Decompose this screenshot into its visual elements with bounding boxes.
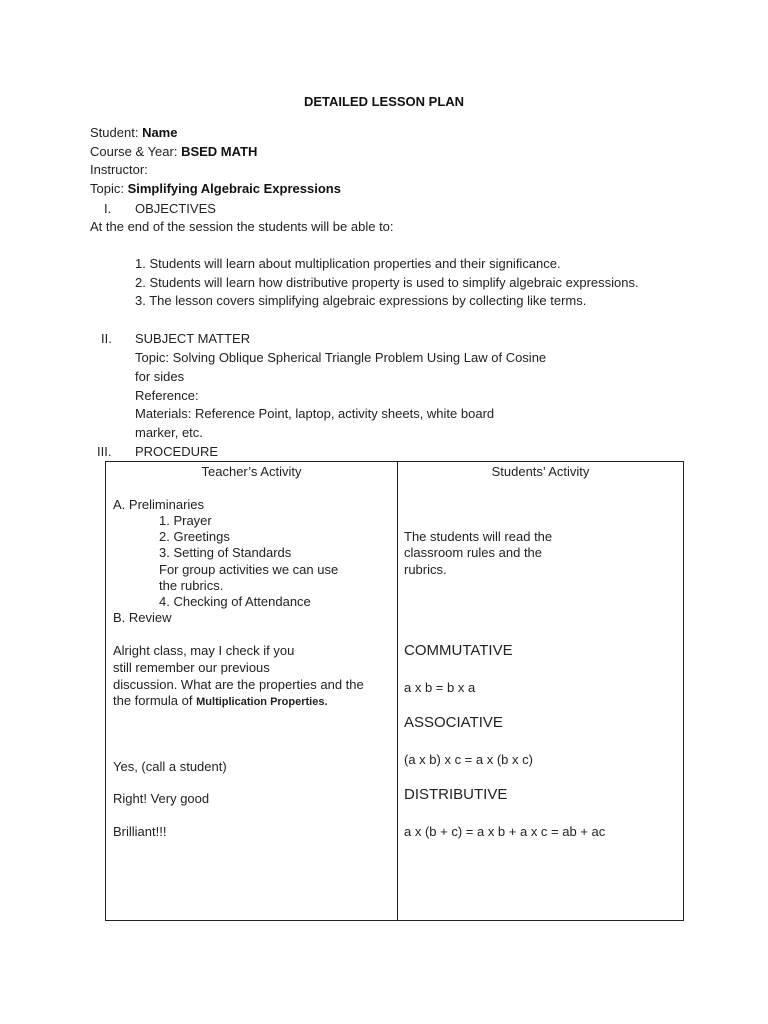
topic-label: Topic:: [90, 181, 124, 196]
procedure-heading: PROCEDURE: [135, 444, 219, 459]
preliminaries-heading: A. Preliminaries: [113, 497, 205, 512]
topic-line: [90, 181, 341, 197]
attendance-item: 4. Checking of Attendance: [159, 594, 311, 609]
student-line: [90, 125, 177, 141]
teacher-question-prefix: the formula of: [113, 693, 193, 708]
student-response-cont: classroom rules and the: [404, 545, 543, 560]
student-label: Student:: [90, 125, 139, 140]
teacher-activity-header: Teacher’s Activity: [201, 464, 302, 479]
associative-formula: (a x b) x c = a x (b x c): [404, 752, 533, 767]
teacher-call-student: Yes, (call a student): [113, 759, 227, 774]
rubrics-text: For group activities we can use: [159, 562, 339, 577]
student-value: Name: [142, 125, 178, 140]
subject-matter-heading: SUBJECT MATTER: [135, 331, 251, 346]
objective-item: 2. Students will learn how distributive property is used to simplify algebraic expressions.: [135, 275, 639, 290]
objective-item: 3. The lesson covers simplifying algebraic expressions by collecting like terms.: [135, 293, 587, 308]
distributive-formula: a x (b + c) = a x b + a x c = ab + ac: [404, 824, 606, 839]
teacher-question-cont: discussion. What are the properties and the: [113, 677, 364, 692]
teacher-question-end: [113, 693, 328, 710]
course-line: [90, 144, 257, 160]
topic-value: Simplifying Algebraic Expressions: [127, 181, 341, 196]
teacher-question: Alright class, may I check if you: [113, 643, 295, 658]
objectives-numeral: I.: [104, 201, 112, 216]
instructor-label: Instructor:: [90, 162, 148, 177]
review-heading: B. Review: [113, 610, 172, 625]
prayer-item: 1. Prayer: [159, 513, 212, 528]
standards-item: 3. Setting of Standards: [159, 545, 292, 560]
subject-materials: Materials: Reference Point, laptop, activity sheets, white board: [135, 406, 495, 421]
greetings-item: 2. Greetings: [159, 529, 230, 544]
student-response-cont: rubrics.: [404, 562, 447, 577]
page-title: DETAILED LESSON PLAN: [303, 94, 465, 109]
rubrics-text-cont: the rubrics.: [159, 578, 224, 593]
procedure-numeral: III.: [97, 444, 112, 459]
subject-materials-cont: marker, etc.: [135, 425, 203, 440]
column-divider: [397, 462, 398, 920]
student-response: The students will read the: [404, 529, 553, 544]
multiplication-properties-text: Multiplication Properties.: [196, 696, 328, 708]
commutative-heading: COMMUTATIVE: [404, 642, 513, 659]
subject-matter-numeral: II.: [101, 331, 112, 346]
course-value: BSED MATH: [181, 144, 258, 159]
commutative-formula: a x b = b x a: [404, 680, 476, 695]
subject-reference: Reference:: [135, 388, 199, 403]
procedure-table: [105, 461, 684, 921]
objectives-heading: OBJECTIVES: [135, 201, 216, 216]
subject-topic-cont: for sides: [135, 369, 185, 384]
students-activity-header: Students’ Activity: [491, 464, 590, 479]
subject-topic: Topic: Solving Oblique Spherical Triangle Problem Using Law of Cosine: [135, 350, 547, 365]
distributive-heading: DISTRIBUTIVE: [404, 786, 508, 803]
teacher-brilliant: Brilliant!!!: [113, 824, 167, 839]
objectives-intro: At the end of the session the students will be able to:: [90, 219, 394, 234]
teacher-praise: Right! Very good: [113, 791, 210, 806]
associative-heading: ASSOCIATIVE: [404, 714, 503, 731]
teacher-question-cont: still remember our previous: [113, 660, 270, 675]
objective-item: 1. Students will learn about multiplication properties and their significance.: [135, 256, 561, 271]
course-label: Course & Year:: [90, 144, 178, 159]
